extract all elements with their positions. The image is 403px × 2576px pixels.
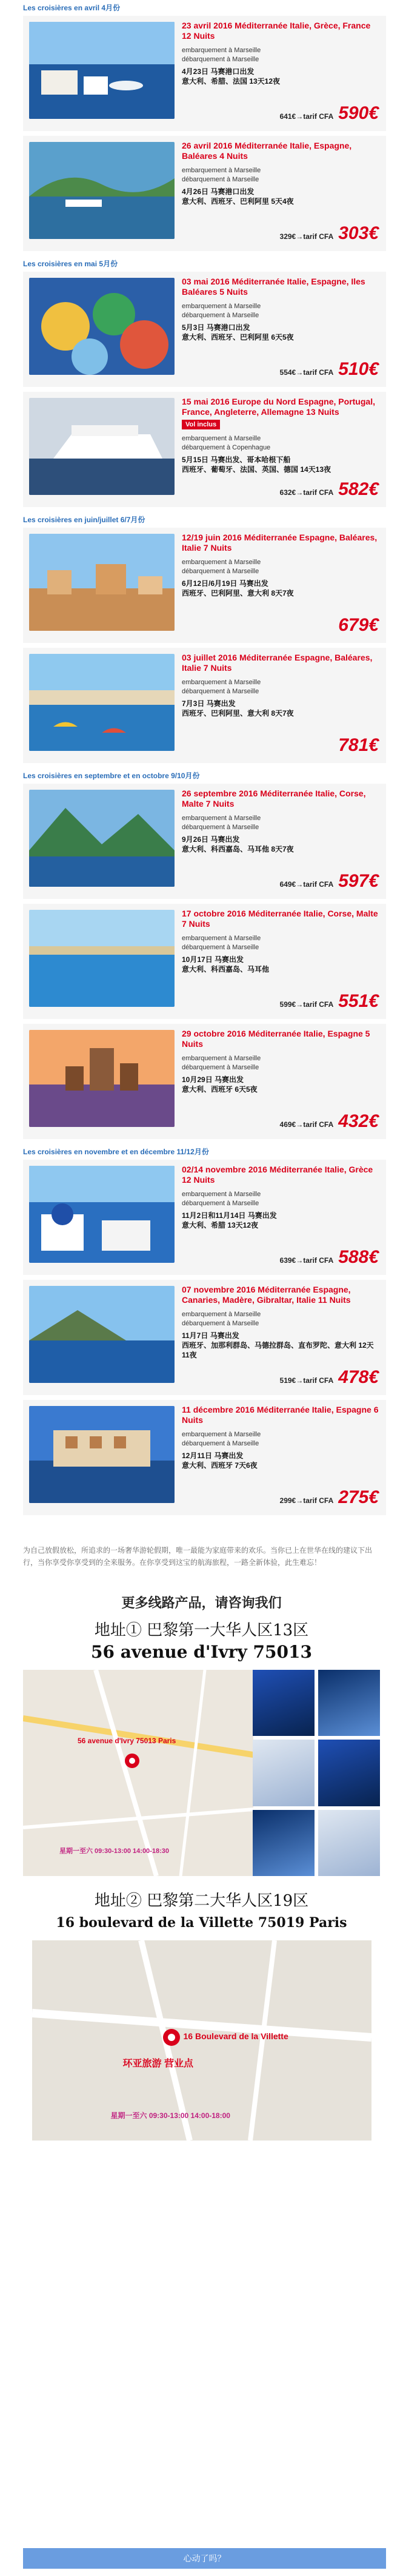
price-block (280, 1487, 379, 1508)
price-value: 781€ (338, 735, 379, 755)
price-label: →tarif CFA (296, 880, 334, 889)
cruise-photo (29, 534, 175, 631)
map-1[interactable] (23, 1670, 253, 1876)
address-1-street: 56 avenue d'Ivry 75013 (91, 1642, 312, 1662)
price-label: →tarif CFA (296, 488, 334, 497)
price-block (280, 359, 379, 380)
map-1-label: 56 avenue d'Ivry 75013 Paris (78, 1737, 176, 1745)
address-2-district: 地址② 巴黎第二大华人区19区 (94, 1892, 309, 1910)
cruise-card[interactable] (23, 392, 386, 512)
cruise-chinese-text: 4月23日 马赛港口出发 意大利、希腊、法国 13天12夜 (182, 67, 281, 86)
cruise-chinese-text: 11月7日 马赛出发 西班牙、加那利群岛、马德拉群岛、直布罗陀、意大利 12天11夜 (182, 1331, 374, 1359)
price-value: 582€ (338, 479, 379, 499)
section-header-sept-oct: Les croisières en septembre et en octobre 9/10月份 (23, 772, 200, 780)
price-label: →tarif CFA (296, 1120, 334, 1129)
storefront-photo (253, 1810, 315, 1876)
cruise-photo (29, 654, 175, 751)
embark-text: embarquement à Marseille débarquement à Marseille (182, 815, 261, 831)
base-price: 641€ (279, 112, 296, 121)
price-value: 679€ (338, 615, 379, 635)
cruise-photo (29, 22, 175, 119)
address-2 (0, 1891, 403, 1934)
cruise-card[interactable] (23, 1400, 386, 1520)
price-value: 303€ (338, 223, 379, 243)
section-header-may: Les croisières en mai 5月份 (23, 260, 118, 268)
map-2-brand: 环亚旅游 营业点 (122, 2059, 193, 2069)
price-value: 478€ (338, 1367, 379, 1387)
cruise-photo (29, 1286, 175, 1383)
embark-text: embarquement à Marseille débarquement à Marseille (182, 1191, 261, 1207)
cruise-chinese-text: 5月15日 马赛出发、哥本哈根下船 西班牙、葡萄牙、法国、英国、德国 14天13夜 (182, 456, 331, 474)
price-label: →tarif CFA (296, 1256, 334, 1265)
price-value: 597€ (338, 871, 379, 891)
price-value: 588€ (338, 1247, 379, 1267)
cruise-chinese-text: 5月3日 马赛港口出发 意大利、西班牙、巴利阿里 6天5夜 (182, 323, 294, 341)
cruise-card[interactable] (23, 904, 386, 1024)
price-label: →tarif CFA (296, 112, 334, 121)
base-price: 519€ (279, 1376, 296, 1385)
cruise-card[interactable] (23, 528, 386, 648)
cruise-title: 07 novembre 2016 Méditerranée Espagne, Canaries, Madère, Gibraltar, Italie 11 Nuits (182, 1285, 351, 1305)
cruise-photo (29, 910, 175, 1007)
price-label: →tarif CFA (296, 1000, 334, 1009)
address-1 (0, 1620, 403, 1664)
cruise-card[interactable] (23, 648, 386, 768)
base-price: 649€ (279, 880, 296, 889)
cruise-card[interactable] (23, 1024, 386, 1144)
price-block (280, 871, 379, 892)
address-1-district: 地址① 巴黎第一大华人区13区 (94, 1621, 309, 1639)
map-2-label: 16 Boulevard de la Villette (183, 2031, 288, 2041)
storefront-photo (318, 1810, 380, 1876)
address-2-street: 16 boulevard de la Villette 75019 Paris (56, 1915, 347, 1931)
price-block (280, 1367, 379, 1388)
cruise-chinese-text: 11月2日和11月14日 马赛出发 意大利、希腊 13天12夜 (182, 1211, 277, 1229)
cruise-title: 29 octobre 2016 Méditerranée Italie, Espagne 5 Nuits (182, 1029, 370, 1049)
price-value: 510€ (338, 359, 379, 379)
base-price: 469€ (279, 1120, 296, 1129)
base-price: 632€ (279, 488, 296, 497)
embark-text: embarquement à Marseille débarquement à Copenhague (182, 435, 271, 451)
price-label: →tarif CFA (296, 232, 334, 241)
cruise-photo (29, 1406, 175, 1503)
flight-included-badge: Vol inclus (182, 420, 220, 429)
price-label: →tarif CFA (296, 1496, 334, 1505)
embark-text: embarquement à Marseille débarquement à Marseille (182, 559, 261, 575)
intro-text: 为自己放假放松，所追求的一场奢华游轮假期，唯一最能为家庭带来的欢乐。当你已上在世华在线的建议下出行，当你享受你享受到的全来服务。在你享受到这宝的航海旅程，一路全新体验，此生难忘！ (23, 1546, 373, 1567)
price-block (280, 103, 379, 124)
price-label: →tarif CFA (296, 1376, 334, 1385)
cruise-title: 12/19 juin 2016 Méditerranée Espagne, Baléares, Italie 7 Nuits (182, 533, 378, 553)
embark-text: embarquement à Marseille débarquement à Marseille (182, 679, 261, 695)
map-2-hours: 星期一至六 09:30-13:00 14:00-18:00 (110, 2111, 230, 2120)
cruise-chinese-text: 7月3日 马赛出发 西班牙、巴利阿里、意大利 8天7夜 (182, 699, 294, 718)
base-price: 639€ (279, 1256, 296, 1265)
cruise-title: 03 juillet 2016 Méditerranée Espagne, Baléares, Italie 7 Nuits (182, 653, 373, 673)
cruise-chinese-text: 6月12日/6月19日 马赛出发 西班牙、巴利阿里、意大利 8天7夜 (182, 579, 294, 597)
cruise-photo (29, 278, 175, 375)
contact-title: 更多线路产品，请咨询我们 (121, 1595, 282, 1610)
cruise-chinese-text: 9月26日 马赛出发 意大利、科西嘉岛、马耳他 8天7夜 (182, 835, 294, 853)
price-value: 275€ (338, 1487, 379, 1507)
storefront-photo (318, 1740, 380, 1806)
price-block (280, 1111, 379, 1132)
section-header-june-july: Les croisières en juin/juillet 6/7月份 (23, 516, 145, 524)
cruise-chinese-text: 12月11日 马赛出发 意大利、西班牙 7天6夜 (182, 1451, 258, 1470)
section-header-nov-dec: Les croisières en novembre et en décembre 11/12月份 (23, 1148, 209, 1156)
cruise-title: 11 décembre 2016 Méditerranée Italie, Espagne 6 Nuits (182, 1405, 379, 1425)
cruise-title: 23 avril 2016 Méditerranée Italie, Grèce, France 12 Nuits (182, 21, 371, 41)
embark-text: embarquement à Marseille débarquement à Marseille (182, 1055, 261, 1071)
base-price: 329€ (279, 232, 296, 241)
cruise-photo (29, 1030, 175, 1127)
cruise-card[interactable] (23, 16, 386, 136)
base-price: 554€ (279, 368, 296, 377)
section-header-april: Les croisières en avril 4月份 (23, 4, 121, 12)
cruise-photo (29, 1166, 175, 1263)
price-block (338, 735, 379, 756)
cruise-title: 17 octobre 2016 Méditerranée Italie, Corse, Malte 7 Nuits (182, 909, 378, 929)
storefront-photo (318, 1670, 380, 1736)
cruise-title: 26 septembre 2016 Méditerranée Italie, Corse, Malte 7 Nuits (182, 789, 366, 809)
price-block (280, 479, 379, 500)
price-value: 590€ (338, 103, 379, 123)
cruise-title: 26 avril 2016 Méditerranée Italie, Espagne, Baléares 4 Nuits (182, 141, 352, 161)
embark-text: embarquement à Marseille débarquement à Marseille (182, 167, 261, 183)
location-1 (23, 1670, 380, 1876)
cruise-chinese-text: 10月29日 马赛出发 意大利、西班牙 6天5夜 (182, 1075, 258, 1094)
map-2[interactable] (32, 1940, 371, 2141)
cruise-chinese-text: 4月26日 马赛港口出发 意大利、西班牙、巴利阿里 5天4夜 (182, 187, 294, 206)
cta-button[interactable]: 心动了吗？ (23, 2548, 386, 2569)
price-block (280, 1247, 379, 1268)
price-value: 432€ (338, 1111, 379, 1131)
embark-text: embarquement à Marseille débarquement à Marseille (182, 1311, 261, 1327)
price-block (338, 615, 379, 636)
price-label: →tarif CFA (296, 368, 334, 377)
storefront-photo (253, 1670, 315, 1736)
base-price: 299€ (279, 1496, 296, 1505)
storefront-photos (253, 1670, 380, 1876)
cruise-photo (29, 398, 175, 495)
base-price: 599€ (279, 1000, 296, 1009)
cruise-title: 03 mai 2016 Méditerranée Italie, Espagne, Iles Baléares 5 Nuits (182, 277, 365, 297)
storefront-photo (253, 1740, 315, 1806)
cruise-title: 02/14 novembre 2016 Méditerranée Italie, Grèce 12 Nuits (182, 1165, 373, 1185)
cruise-card[interactable] (23, 136, 386, 256)
cruise-photo (29, 790, 175, 887)
embark-text: embarquement à Marseille débarquement à Marseille (182, 47, 261, 63)
cruise-title: 15 mai 2016 Europe du Nord Espagne, Portugal, France, Angleterre, Allemagne 13 Nuits (182, 397, 375, 417)
price-block (280, 991, 379, 1012)
embark-text: embarquement à Marseille débarquement à Marseille (182, 935, 261, 951)
cruise-card[interactable] (23, 1160, 386, 1280)
cruise-card[interactable] (23, 272, 386, 392)
price-block (280, 223, 379, 244)
embark-text: embarquement à Marseille débarquement à Marseille (182, 1431, 261, 1447)
embark-text: embarquement à Marseille débarquement à Marseille (182, 303, 261, 319)
cruise-chinese-text: 10月17日 马赛出发 意大利、科西嘉岛、马耳他 (182, 955, 270, 974)
cruise-card[interactable] (23, 1280, 386, 1400)
map-1-hours: 星期一至六 09:30-13:00 14:00-18:30 (59, 1848, 169, 1855)
cruise-card[interactable] (23, 784, 386, 904)
price-value: 551€ (338, 991, 379, 1011)
cruise-photo (29, 142, 175, 239)
